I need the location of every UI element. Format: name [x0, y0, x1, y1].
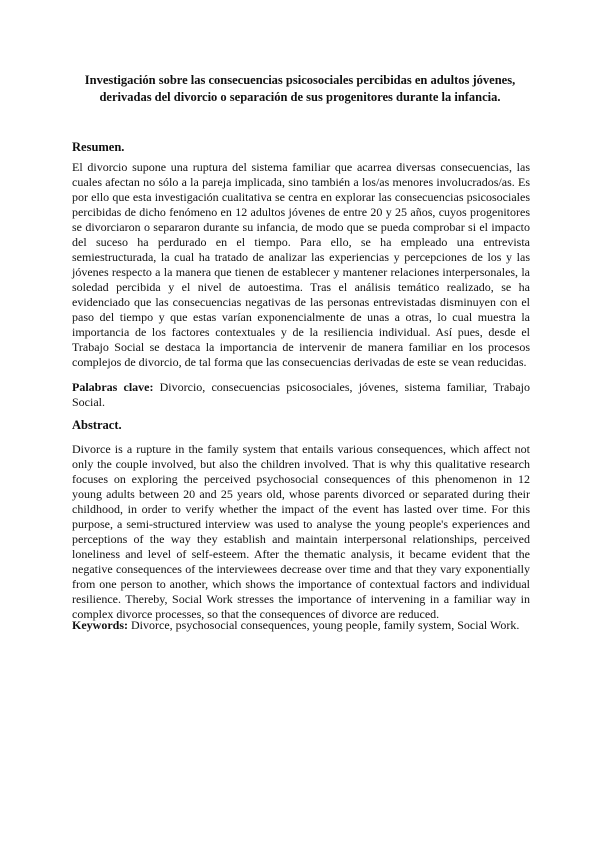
palabras-clave: [72, 380, 530, 410]
palabras-clave-text: Divorcio, consecuencias psicosociales, jóvenes, sistema familiar, Trabajo Social.: [72, 380, 530, 409]
paper-title: Investigación sobre las consecuencias psicosociales percibidas en adultos jóvenes, derivadas del divorcio o separación de sus progenitores durante la infancia.: [84, 73, 516, 104]
abstract-heading: Abstract.: [72, 418, 122, 432]
keywords: [72, 618, 530, 633]
palabras-clave-label: Palabras clave:: [72, 380, 154, 394]
resumen-body: El divorcio supone una ruptura del sistema familiar que acarrea diversas consecuencias, las cuales afectan no sólo a la pareja implicada, sino también a los/as menores involucrados/as. Es por ello que esta investigación cualitativa se centra en explorar las consecuencias psicosociales percibidas de dicho fenómeno en 12 adultos jóvenes de entre 20 y 25 años, cuyos progenitores se divorciaron o separaron durante su infancia, de modo que se pueda comprobar si el impacto del suceso ha perdurado en el tiempo. Para ello, se ha empleado una entrevista semiestructurada, la cual ha tratado de analizar las experiencias y percepciones de los y las jóvenes respecto a la manera que tienen de establecer y mantener relaciones interpersonales, la soledad percibida y el nivel de autoestima. Tras el análisis temático realizado, se ha evidenciado que las consecuencias negativas de las personas entrevistadas disminuyen con el paso del tiempo y que estas varían exponencialmente de unas a otras, lo cual muestra la importancia de los factores contextuales y de la resiliencia individual. Así pues, desde el Trabajo Social se destaca la importancia de intervenir de manera familiar en los procesos complejos de divorcio, de tal forma que las consecuencias derivadas de este se vean reducidas.: [72, 160, 530, 369]
keywords-text: Divorce, psychosocial consequences, young people, family system, Social Work.: [131, 618, 520, 632]
abstract-body: Divorce is a rupture in the family system that entails various consequences, which affect not only the couple involved, but also the children involved. That is why this qualitative research focuses on exploring the perceived psychosocial consequences of this phenomenon in 12 young adults between 20 and 25 years old, whose parents divorced or separated during their childhood, in order to verify whether the impact of the event has lasted over time. For this purpose, a semi-structured interview was used to analyse the young people's experiences and perceptions of the way they establish and maintain interpersonal relationships, perceived loneliness and level of self-esteem. After the thematic analysis, it became evident that the negative consequences of the interviewees decrease over time and that they vary exponentially from one person to another, which shows the importance of contextual factors and individual resilience. Thereby, Social Work stresses the importance of intervening in a familiar way in complex divorce processes, so that the consequences of divorce are reduced.: [72, 442, 530, 621]
keywords-label: Keywords:: [72, 618, 128, 632]
resumen-heading: Resumen.: [72, 140, 125, 154]
